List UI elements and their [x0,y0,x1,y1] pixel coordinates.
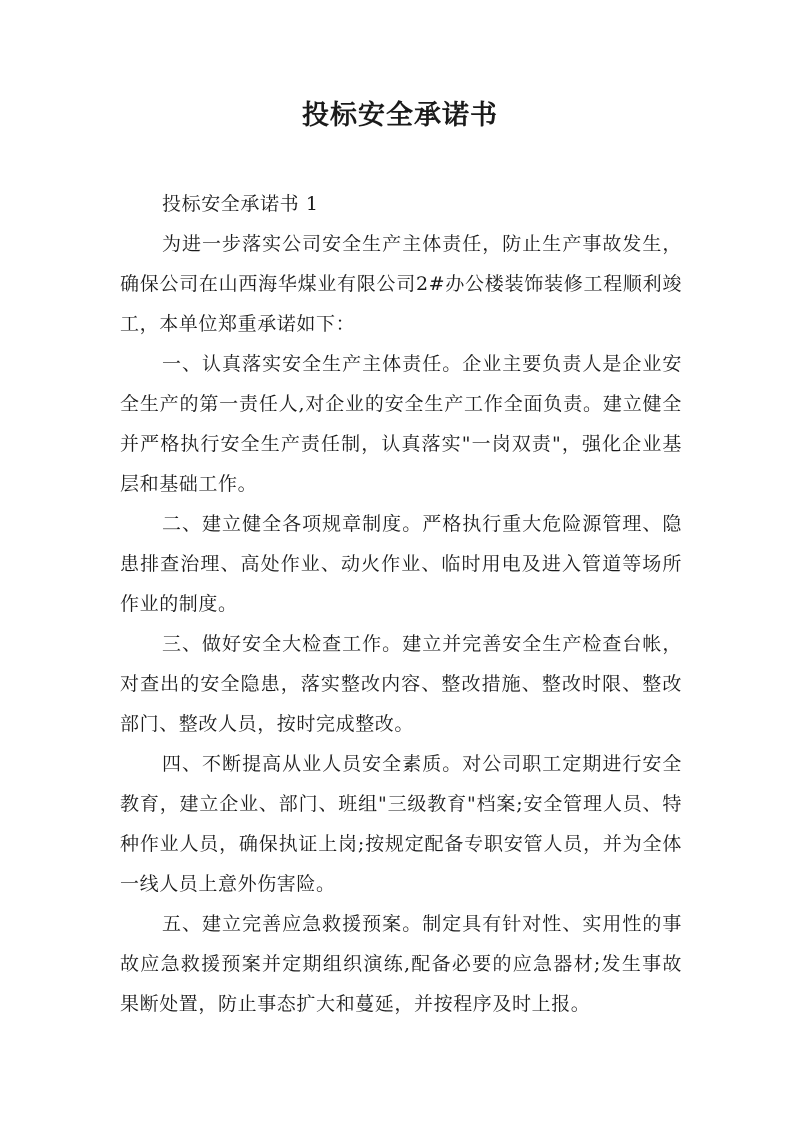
commitment-paragraph-1: 一、认真落实安全生产主体责任。企业主要负责人是企业安全生产的第一责任人,对企业的安全生产工作全面负责。建立健全并严格执行安全生产责任制，认真落实"一岗双责"，强化企业基层和基础工作。 [120,353,682,495]
document-subtitle: 投标安全承诺书 1 [162,193,319,215]
commitment-paragraph-4: 四、不断提高从业人员安全素质。对公司职工定期进行安全教育，建立企业、部门、班组"三级教育"档案;安全管理人员、特种作业人员，确保执证上岗;按规定配备专职安管人员，并为全体一线人员上意外伤害险。 [120,753,682,895]
commitment-paragraph-2: 二、建立健全各项规章制度。严格执行重大危险源管理、隐患排查治理、高处作业、动火作业、临时用电及进入管道等场所作业的制度。 [120,513,682,615]
commitment-paragraph-3: 三、做好安全大检查工作。建立并完善安全生产检查台帐，对查出的安全隐患，落实整改内容、整改措施、整改时限、整改部门、整改人员，按时完成整改。 [120,633,682,735]
intro-paragraph: 为进一步落实公司安全生产主体责任，防止生产事故发生，确保公司在山西海华煤业有限公司2#办公楼装饰装修工程顺利竣工，本单位郑重承诺如下： [120,233,682,335]
document-title: 投标安全承诺书 [302,100,498,131]
commitment-paragraph-5: 五、建立完善应急救援预案。制定具有针对性、实用性的事故应急救援预案并定期组织演练,配备必要的应急器材;发生事故果断处置，防止事态扩大和蔓延，并按程序及时上报。 [120,913,682,1015]
document-body [120,184,682,1024]
